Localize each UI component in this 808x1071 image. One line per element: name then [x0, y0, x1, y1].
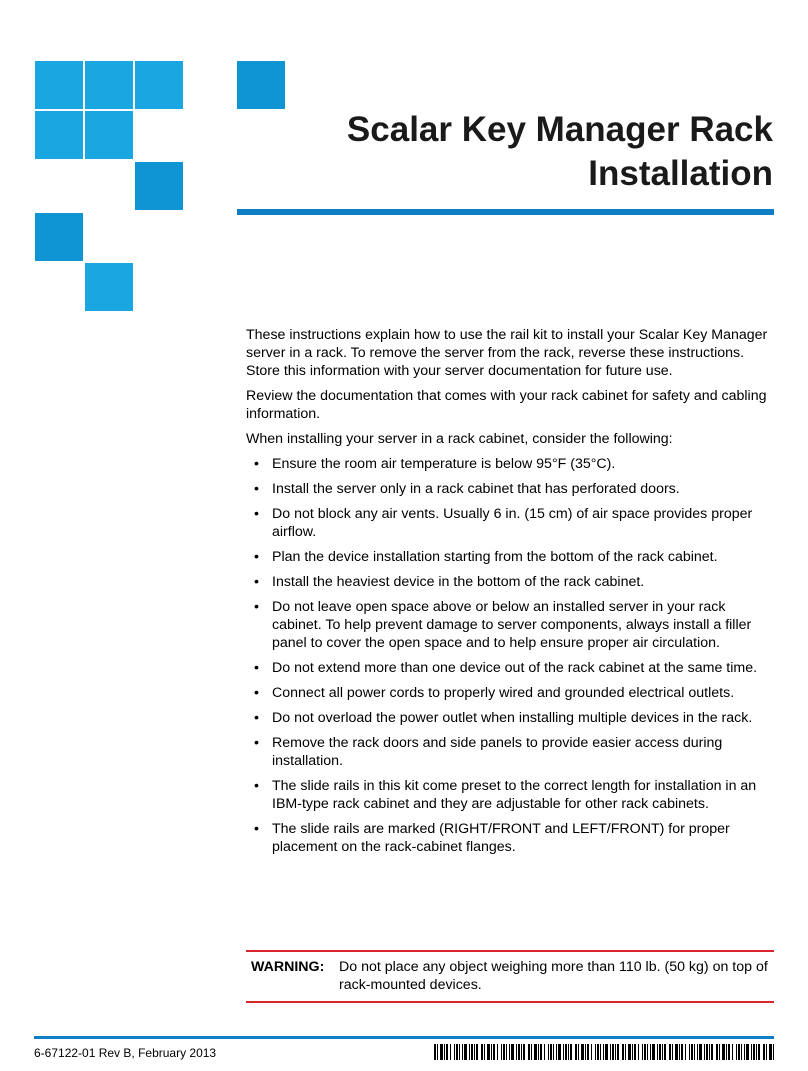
bullet-icon: • [254, 574, 259, 590]
page-title [253, 108, 773, 196]
logo-square [237, 61, 285, 109]
logo-square [85, 263, 133, 311]
list-item [246, 734, 776, 770]
document-number: 6-67122-01 Rev B, February 2013 [34, 1046, 217, 1060]
warning-box [246, 950, 774, 1003]
intro-paragraph: Review the documentation that comes with your rack cabinet for safety and cabling information. [246, 388, 767, 422]
list-item [246, 709, 776, 727]
bullet-icon: • [254, 685, 259, 701]
footer-rule [34, 1036, 774, 1039]
title-line-1: Scalar Key Manager Rack [346, 110, 773, 149]
list-item-text: Ensure the room air temperature is below 95°F (35°C). [272, 456, 616, 472]
list-item [246, 777, 776, 813]
list-item-text: Plan the device installation starting from the bottom of the rack cabinet. [272, 549, 718, 565]
list-item-text: The slide rails in this kit come preset to the correct length for installation in an IBM-type rack cabinet and they are adjustable for other rack cabinets. [272, 778, 757, 812]
bullet-icon: • [254, 735, 259, 751]
logo-square [135, 61, 183, 109]
logo-square [135, 162, 183, 210]
list-item-text: Do not leave open space above or below an installed server in your rack cabinet. To help prevent damage to server components, always install a filler panel to cover the open space and to help ensure proper air circulation. [272, 599, 752, 651]
document-body [246, 326, 776, 863]
title-line-2: Installation [588, 154, 773, 193]
list-item [246, 505, 776, 541]
logo-square [85, 61, 133, 109]
list-item-text: Install the heaviest device in the bottom of the rack cabinet. [272, 574, 645, 590]
list-item [246, 598, 776, 652]
logo-square [85, 111, 133, 159]
list-item-text: Do not overload the power outlet when installing multiple devices in the rack. [272, 710, 753, 726]
barcode-bar [773, 1044, 774, 1060]
bullet-icon: • [254, 710, 259, 726]
list-item-text: Connect all power cords to properly wired and grounded electrical outlets. [272, 685, 735, 701]
bullet-icon: • [254, 660, 259, 676]
list-item-text: The slide rails are marked (RIGHT/FRONT and LEFT/FRONT) for proper placement on the rack-cabinet flanges. [272, 821, 730, 855]
logo-square [35, 213, 83, 261]
bullet-icon: • [254, 599, 259, 615]
warning-text: Do not place any object weighing more than 110 lb. (50 kg) on top of rack-mounted devices. [339, 959, 768, 993]
bullet-icon: • [254, 456, 259, 472]
bullet-icon: • [254, 506, 259, 522]
bullet-icon: • [254, 481, 259, 497]
list-item [246, 684, 776, 702]
list-item-text: Do not extend more than one device out of the rack cabinet at the same time. [272, 660, 758, 676]
list-item-text: Install the server only in a rack cabinet that has perforated doors. [272, 481, 680, 497]
list-item [246, 659, 776, 677]
list-item-text: Do not block any air vents. Usually 6 in. (15 cm) of air space provides proper airflow. [272, 506, 753, 540]
list-item [246, 548, 776, 566]
considerations-list [246, 455, 776, 856]
list-item-text: Remove the rack doors and side panels to provide easier access during installation. [272, 735, 723, 769]
bullet-icon: • [254, 549, 259, 565]
logo-square [35, 61, 83, 109]
barcode [434, 1044, 774, 1060]
list-item [246, 573, 776, 591]
title-rule [237, 209, 774, 215]
bullet-icon: • [254, 821, 259, 837]
list-item [246, 480, 776, 498]
bullet-icon: • [254, 778, 259, 794]
logo-square [35, 111, 83, 159]
intro-paragraph: When installing your server in a rack cabinet, consider the following: [246, 431, 673, 447]
list-item [246, 455, 776, 473]
intro-paragraph: These instructions explain how to use the rail kit to install your Scalar Key Manager server in a rack. To remove the server from the rack, reverse these instructions. Store this information with your server documentation for future use. [246, 327, 768, 379]
list-item [246, 820, 776, 856]
warning-label: WARNING: [251, 959, 325, 975]
